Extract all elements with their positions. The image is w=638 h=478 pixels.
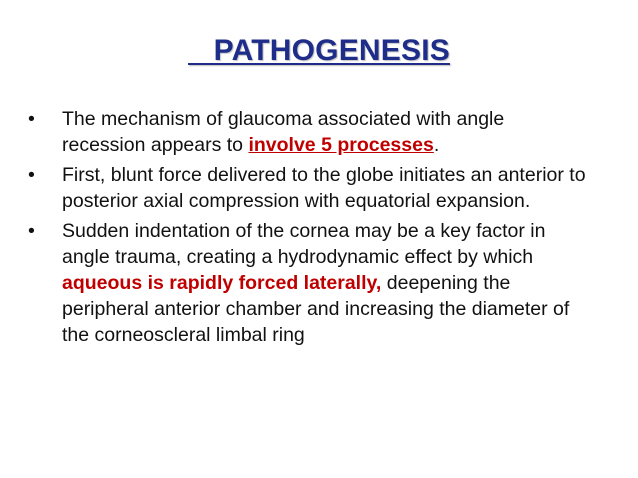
bullet-text-end: .: [433, 134, 440, 156]
bullet-highlight: involve 5 processes: [248, 134, 434, 156]
slide-title: PATHOGENESIS: [188, 34, 450, 67]
bullet-highlight: aqueous is rapidly forced laterally,: [62, 272, 382, 294]
bullet-icon: •: [28, 220, 35, 242]
bullet-item: [28, 106, 588, 158]
bullet-text: The mechanism of glaucoma associated with angle recession appears to: [62, 108, 505, 156]
bullet-list: [28, 106, 588, 352]
bullet-icon: •: [28, 108, 35, 130]
bullet-item: [28, 162, 588, 214]
bullet-icon: •: [28, 164, 35, 186]
bullet-text-end: deepening the peripheral anterior chamber and increasing the diameter of the corneoscleral limbal ring: [62, 272, 570, 346]
bullet-text: Sudden indentation of the cornea may be a key factor in angle trauma, creating a hydrodynamic effect by which: [62, 220, 546, 268]
bullet-text: First, blunt force delivered to the globe initiates an anterior to posterior axial compression with equatorial expansion.: [62, 164, 586, 212]
bullet-item: [28, 218, 588, 348]
